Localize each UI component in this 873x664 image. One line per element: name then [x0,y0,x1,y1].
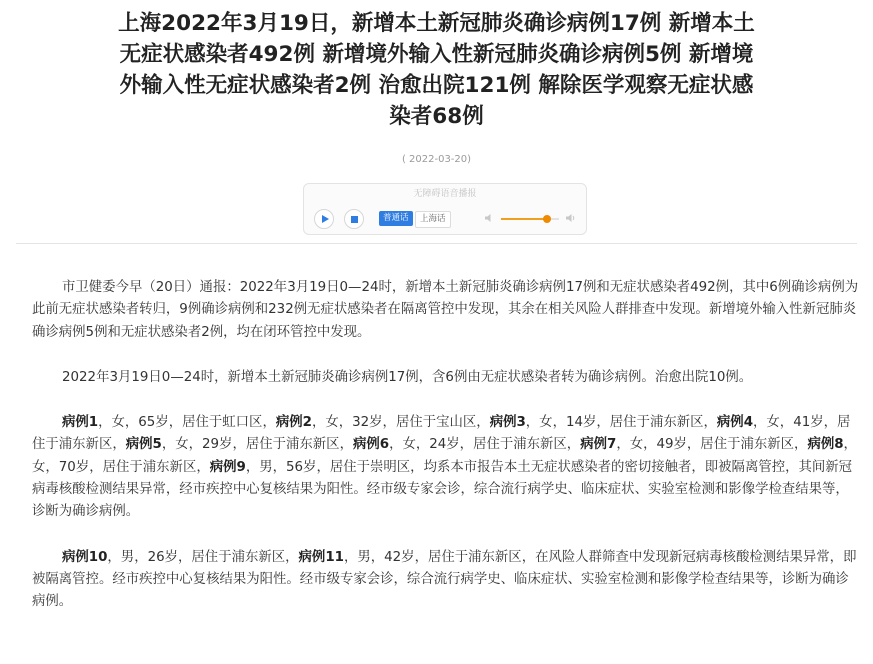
play-icon[interactable] [314,209,334,229]
case-label: 病例1 [62,415,99,431]
case-text: ，男，26岁，居住于浦东新区， [107,549,299,565]
case-text: ，女，14岁，居住于浦东新区， [525,415,717,431]
volume-low-icon[interactable] [484,213,494,223]
publish-date: ( 2022-03-20) [401,154,472,165]
paragraph: 市卫健委今早（20日）通报：2022年3月19日0—24时，新增本土新冠肺炎确诊病例17例和无症状感染者492例，其中6例确诊病例为此前无症状感染者转归，9例确诊病例和232例无症状感染者在隔离管控中发现，其余在相关风险人群排查中发现。新增境外输入性新冠肺炎确诊病例5例和无症状感染者2例，均在闭环管控中发现。 [32,280,859,340]
case-label: 病例11 [298,549,344,565]
case-label: 病例5 [125,437,162,453]
case-text: ，女，65岁，居住于虹口区， [98,415,276,431]
article-body [32,277,861,614]
case-paragraph [32,547,861,614]
case-text: ，女，41岁，居住于浦东新区， [32,415,851,453]
case-label: 病例3 [489,415,526,431]
volume-slider[interactable] [501,218,559,220]
audio-player [303,183,587,235]
lang-putonghua-button[interactable]: 普通话 [379,211,413,226]
case-label: 病例9 [209,459,246,475]
case-label: 病例8 [807,437,844,453]
stop-icon[interactable] [344,209,364,229]
case-text: ，男，56岁，居住于崇明区，均系本市报告本土无症状感染者的密切接触者，即被隔离管控，其间新冠病毒核酸检测结果异常，经市疾控中心复核结果为阳性。经市级专家会诊，综合流行病学史、临床症状、实验室检测和影像学检查结果等，诊断为确诊病例。 [32,459,853,520]
case-text: ，女，24岁，居住于浦东新区， [389,437,581,453]
player-label: 无障碍语音播报 [413,189,477,199]
title-line: 外输入性无症状感染者2例 治愈出院121例 解除医学观察无症状感 [119,73,754,98]
case-text: ，男，42岁，居住于浦东新区，在风险人群筛查中发现新冠病毒核酸检测结果异常，即被隔离管控。经市疾控中心复核结果为阳性。经市级专家会诊，综合流行病学史、临床症状、实验室检测和影像学检查结果等，诊断为确诊病例。 [32,549,857,610]
case-label: 病例7 [580,437,617,453]
divider [16,243,857,244]
case-text: ，女，49岁，居住于浦东新区， [616,437,808,453]
volume-high-icon[interactable] [566,213,576,223]
volume-knob[interactable] [543,215,551,223]
title-line: 上海2022年3月19日，新增本土新冠肺炎确诊病例17例 新增本土 [118,11,755,36]
case-label: 病例2 [275,415,312,431]
lang-shanghai-button[interactable]: 上海话 [415,211,451,228]
title-line: 染者68例 [389,104,484,129]
case-text: ，女，32岁，居住于宝山区， [311,415,490,431]
case-paragraph [32,412,861,523]
article-title [100,8,773,132]
title-line: 无症状感染者492例 新增境外输入性新冠肺炎确诊病例5例 新增境 [119,42,754,67]
case-label: 病例6 [352,437,390,453]
volume-fill [501,218,547,220]
case-text: ，女，70岁，居住于浦东新区， [32,437,857,475]
case-label: 病例4 [716,415,754,431]
paragraph: 2022年3月19日0—24时，新增本土新冠肺炎确诊病例17例，含6例由无症状感染者转为确诊病例。治愈出院10例。 [62,369,753,385]
case-text: ，女，29岁，居住于浦东新区， [161,437,353,453]
case-label: 病例10 [62,549,108,565]
